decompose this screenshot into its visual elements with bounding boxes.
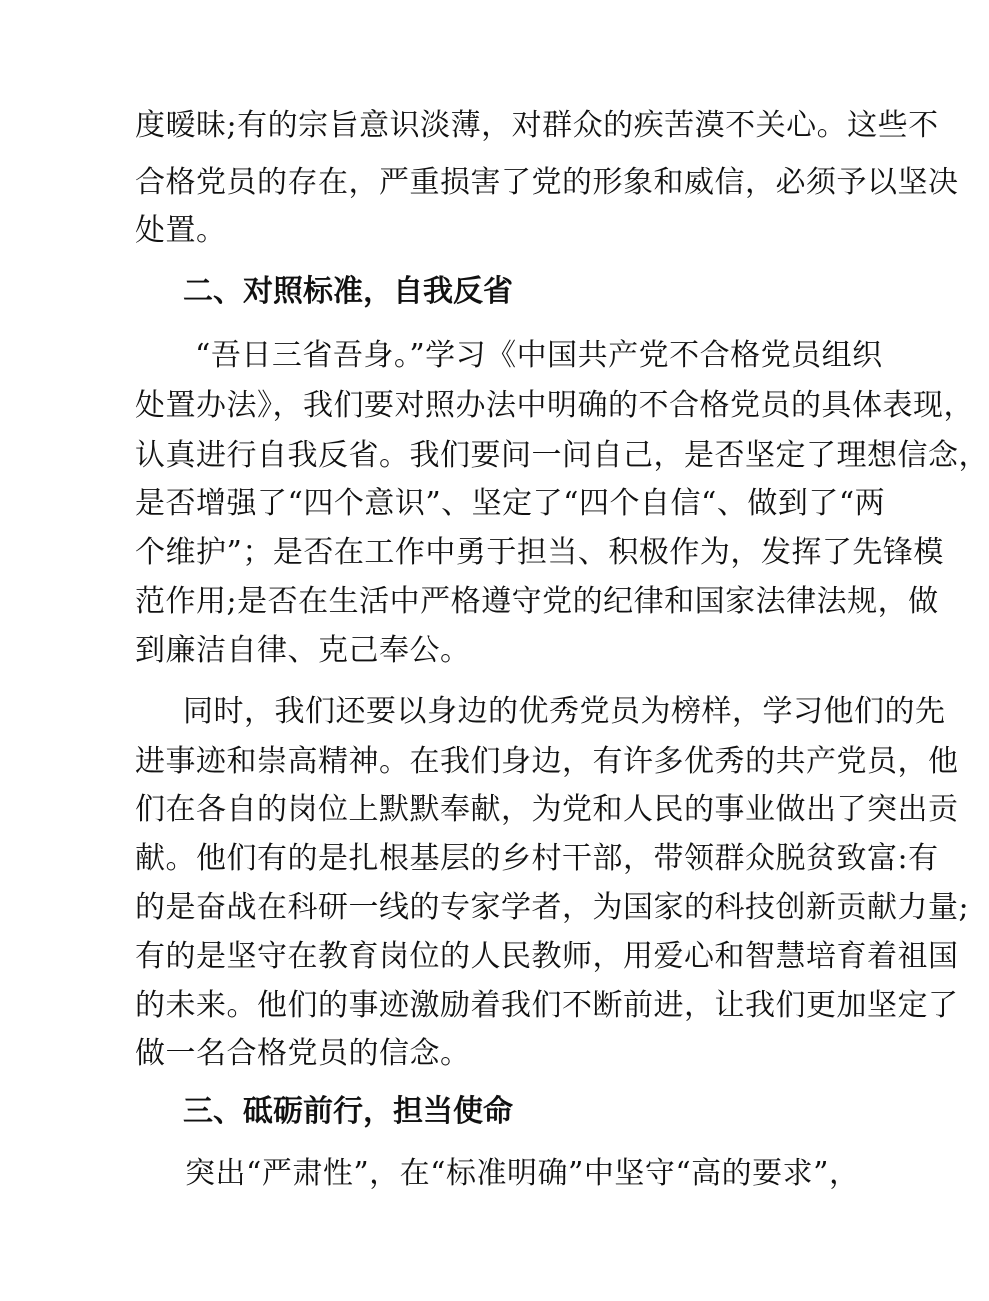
paragraph-2-line-3: 认真进行自我反省。我们要问一问自己，是否坚定了理想信念， <box>135 438 989 473</box>
paragraph-3-line-4: 献。他们有的是扎根基层的乡村干部，带领群众脱贫致富:有 <box>135 841 939 876</box>
section-heading-2: 二、对照标准，自我反省 <box>183 274 513 309</box>
paragraph-2-line-6: 范作用;是否在生活中严格遵守党的纪律和国家法律法规，做 <box>135 584 939 619</box>
paragraph-1-line-3: 处置。 <box>135 213 227 248</box>
paragraph-2-line-1: “吾日三省吾身。”学习《中国共产党不合格党员组织 <box>195 338 883 373</box>
paragraph-4-line-1: 突出“严肃性”，在“标准明确”中坚守“高的要求”， <box>185 1156 860 1191</box>
paragraph-1-line-1: 度暧昧;有的宗旨意识淡薄，对群众的疾苦漠不关心。这些不 <box>135 108 939 143</box>
paragraph-3-line-2: 进事迹和崇高精神。在我们身边，有许多优秀的共产党员，他 <box>135 744 959 779</box>
paragraph-3-line-8: 做一名合格党员的信念。 <box>135 1036 471 1071</box>
paragraph-1-line-2: 合格党员的存在，严重损害了党的形象和威信，必须予以坚决 <box>135 165 959 200</box>
paragraph-3-line-5: 的是奋战在科研一线的专家学者，为国家的科技创新贡献力量; <box>135 890 970 925</box>
section-heading-3: 三、砥砺前行，担当使命 <box>183 1094 513 1129</box>
paragraph-2-line-4: 是否增强了“四个意识”、坚定了“四个自信“、做到了“两 <box>135 486 886 521</box>
paragraph-3-line-3: 们在各自的岗位上默默奉献，为党和人民的事业做出了突出贡 <box>135 792 959 827</box>
paragraph-3-line-1: 同时，我们还要以身边的优秀党员为榜样，学习他们的先 <box>183 694 946 729</box>
paragraph-2-line-2: 处置办法》，我们要对照办法中明确的不合格党员的具体表现， <box>135 388 974 423</box>
paragraph-3-line-6: 有的是坚守在教育岗位的人民教师，用爱心和智慧培育着祖国 <box>135 939 959 974</box>
paragraph-2-line-7: 到廉洁自律、克己奉公。 <box>135 633 471 668</box>
paragraph-3-line-7: 的未来。他们的事迹激励着我们不断前进，让我们更加坚定了 <box>135 988 959 1023</box>
paragraph-2-line-5: 个维护”；是否在工作中勇于担当、积极作为，发挥了先锋模 <box>135 535 944 570</box>
